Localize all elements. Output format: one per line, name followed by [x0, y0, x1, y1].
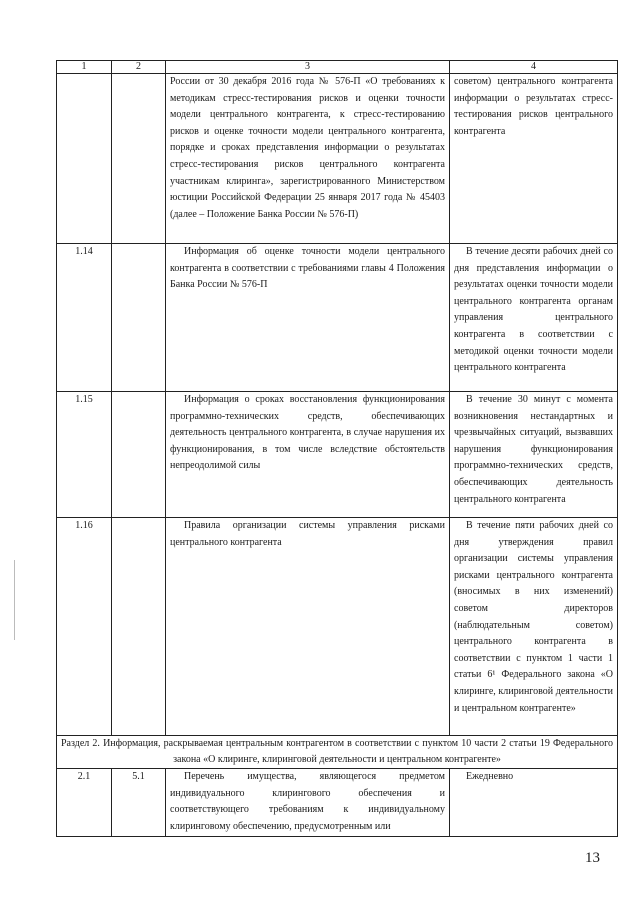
row-information: Информация об оценке точности модели центрального контрагента в соответствии с требованиями главы 4 Положения Банка России № 576-П — [166, 244, 450, 392]
table-row — [57, 392, 618, 518]
column-header-3: 3 — [166, 61, 450, 74]
row-deadline: советом) центрального контрагента информации о результатах стресс-тестирования рисков центрального контрагента — [450, 74, 618, 244]
section-heading: Раздел 2. Информация, раскрываемая центральным контрагентом в соответствии с пунктом 10 части 2 статьи 19 Федерального закона «О клиринге, клиринговой деятельности и центральном контрагенте» — [57, 736, 618, 769]
table-header-row — [57, 61, 618, 74]
disclosure-table — [56, 60, 618, 837]
scan-artifact-line — [14, 560, 15, 640]
row-information: Перечень имущества, являющегося предметом индивидуального клирингового обеспечения и соответствующего требованиям к индивидуальному клиринговому обеспечению, предусмотренным или — [166, 769, 450, 837]
row-reference — [112, 518, 166, 736]
section-heading-row — [57, 736, 618, 769]
row-deadline: В течение десяти рабочих дней со дня представления информации о результатах оценки точности модели центрального контрагента органам управления центрального контрагента в соответствии с методикой оценки точности модели центрального контрагента — [450, 244, 618, 392]
row-reference — [112, 74, 166, 244]
row-reference — [112, 392, 166, 518]
row-information: Информация о сроках восстановления функционирования программно-технических средств, обеспечивающих деятельность центрального контрагента, в случае нарушения их функционирования, в том числе вследствие обстоятельств непреодолимой силы — [166, 392, 450, 518]
row-number: 1.16 — [57, 518, 112, 736]
row-reference — [112, 244, 166, 392]
table-row — [57, 518, 618, 736]
row-information: России от 30 декабря 2016 года № 576-П «О требованиях к методикам стресс-тестирования рисков и оценки точности модели центрального контрагента, к стресс-тестированию рисков и оценке точности модели центрального контрагента, порядке и сроках представления информации о результатах стресс-тестирования рисков центрального контрагента участникам клиринга», зарегистрированного Министерством юстиции Российской Федерации 25 января 2017 года № 45403 (далее – Положение Банка России № 576-П) — [166, 74, 450, 244]
row-number: 1.15 — [57, 392, 112, 518]
column-header-2: 2 — [112, 61, 166, 74]
row-deadline: В течение 30 минут с момента возникновения нестандартных и чрезвычайных ситуаций, вызвавших нарушения функционирования программно-технических средств, обеспечивающих деятельность центрального контрагента — [450, 392, 618, 518]
row-deadline: Ежедневно — [450, 769, 618, 837]
table-row — [57, 769, 618, 837]
row-reference: 5.1 — [112, 769, 166, 837]
row-information: Правила организации системы управления рисками центрального контрагента — [166, 518, 450, 736]
column-header-1: 1 — [57, 61, 112, 74]
row-deadline: В течение пяти рабочих дней со дня утверждения правил организации системы управления рисками центрального контрагента (вносимых в них изменений) советом директоров (наблюдательным советом) центрального контрагента в соответствии с пунктом 1 части 1 статьи 6¹ Федерального закона «О клиринге, клиринговой деятельности и центральном контрагенте» — [450, 518, 618, 736]
row-number: 2.1 — [57, 769, 112, 837]
table-row — [57, 74, 618, 244]
row-number — [57, 74, 112, 244]
row-number: 1.14 — [57, 244, 112, 392]
page-number: 13 — [585, 850, 600, 866]
column-header-4: 4 — [450, 61, 618, 74]
table-row — [57, 244, 618, 392]
